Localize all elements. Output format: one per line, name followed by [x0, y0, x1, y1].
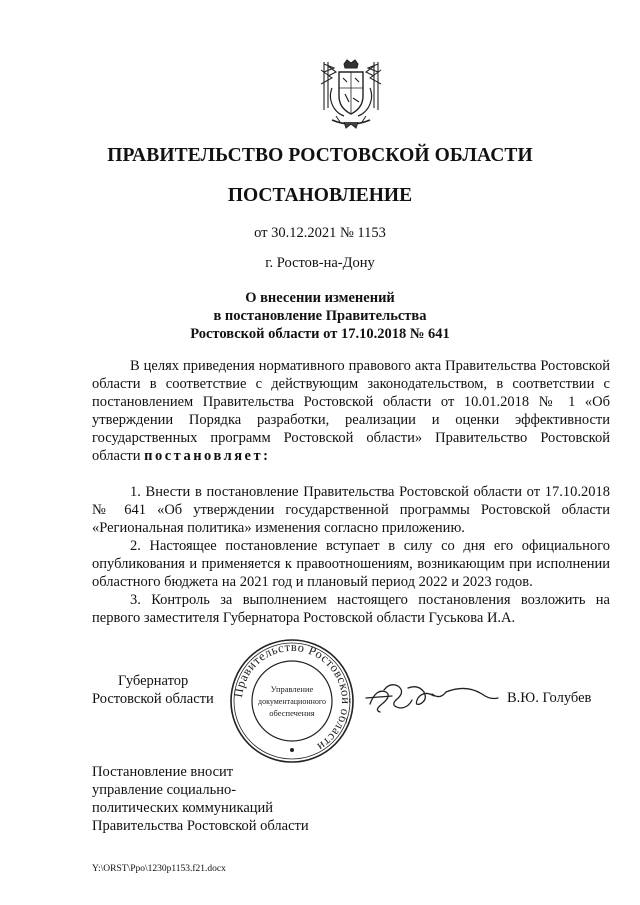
- introducer-line-1: Постановление вносит: [92, 764, 234, 780]
- introducer-line-4: Правительства Ростовской области: [92, 818, 309, 834]
- decree-item-1: 1. Внести в постановление Правительства Ростовской области от 17.10.2018 № 641 «Об утверждении государственной программы Ростовской области «Региональная политика» изменения согласно приложению.: [92, 484, 610, 536]
- decree-subject: [0, 289, 640, 343]
- signatory-title-line-2: Ростовской области: [92, 691, 214, 707]
- subject-line-2: в постановление Правительства: [213, 308, 427, 324]
- document-type-title: ПОСТАНОВЛЕНИЕ: [227, 185, 413, 206]
- introducer-line-2: управление социально-: [92, 782, 237, 798]
- decree-item-2: 2. Настоящее постановление вступает в силу со дня его официального опубликования и применяется к правоотношениям, возникающим при исполнении областного бюджета на 2021 год и плановый период 2022 и 2023 годов.: [92, 538, 610, 590]
- subject-line-3: Ростовской области от 17.10.2018 № 641: [190, 326, 450, 342]
- date-and-number: от 30.12.2021 № 1153: [254, 225, 386, 241]
- file-path: Y:\ORST\Ppo\1230p1153.f21.docx: [92, 864, 226, 874]
- decree-items: [92, 483, 610, 627]
- preamble-paragraph: [92, 357, 610, 465]
- introducer-block: [92, 763, 309, 835]
- subject-line-1: О внесении изменений: [245, 290, 395, 306]
- signatory-name: В.Ю. Голубев: [507, 690, 592, 706]
- seal-inner-line-2: документационного: [258, 697, 326, 706]
- decree-word: постановляет:: [144, 448, 271, 464]
- seal-inner-line-3: обеспечения: [269, 708, 315, 718]
- decree-item-3: 3. Контроль за выполнением настоящего постановления возложить на первого заместителя Губернатора Ростовской области Гуськова И.А.: [92, 592, 610, 626]
- introducer-line-3: политических коммуникаций: [92, 800, 274, 816]
- signatory-title-line-1: Губернатор: [118, 673, 189, 689]
- preamble-text: В целях приведения нормативного правового акта Правительства Ростовской области в соответствие с действующим законодательством, в соответствии с постановлением Правительства Ростовской области от 10.01.2018 № 1 «Об утверждении Порядка разработки, реализации и оценки эффективности государственных программ Ростовской области» Правительство Ростовской области: [92, 358, 610, 464]
- city-name: г. Ростов-на-Дону: [265, 255, 375, 271]
- official-seal-icon: [228, 637, 356, 765]
- handwritten-signature-icon: [362, 670, 502, 730]
- government-title: ПРАВИТЕЛЬСТВО РОСТОВСКОЙ ОБЛАСТИ: [107, 145, 533, 166]
- seal-inner-line-1: Управление: [270, 684, 314, 694]
- seal-outer-text: Правительство Ростовской области: [231, 639, 354, 755]
- coat-of-arms-icon: [318, 58, 384, 132]
- signatory-title: [92, 672, 214, 708]
